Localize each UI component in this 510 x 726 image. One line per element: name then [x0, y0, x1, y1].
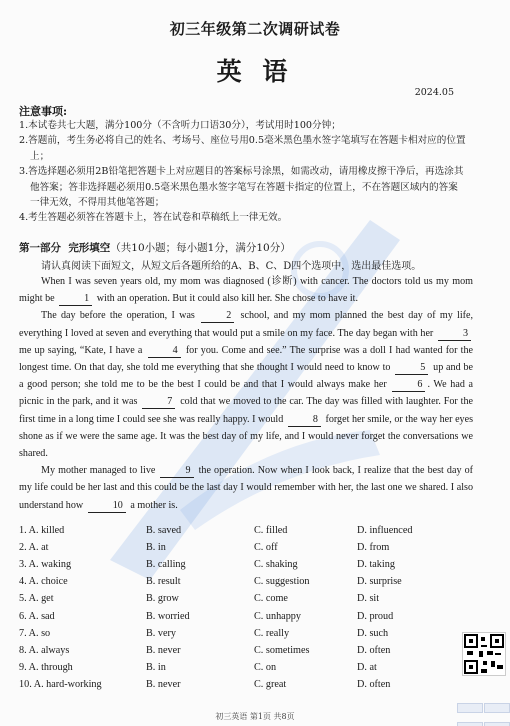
blank-6: 6 [392, 379, 425, 392]
blank-4: 4 [148, 345, 181, 358]
option-b: B. in [146, 542, 166, 554]
option-row [19, 607, 479, 624]
notice-item: 1.本试卷共七大题，满分100分（不含听力口语30分），考试用时100分钟； [19, 120, 341, 131]
option-b: B. never [146, 678, 181, 690]
passage-text: me up saying, “Kate, I have a [19, 344, 143, 356]
option-row [19, 556, 479, 573]
passage-text: When I was seven years old, my mom was diagnosed (诊断) with cancer. The doctors told us my mom might be [19, 276, 473, 305]
notice-item: 3.答选择题必须用2B铅笔把答题卡上对应题目的答案标号涂黑，如需改动，请用橡皮擦干净后，再选涂其他答案；答非选择题必须用0.5毫米黑色墨水签字笔写在答题卡指定的位置上，不在答题区域内的答案一律无效，不得用其他笔答题； [19, 166, 464, 209]
option-b: B. grow [146, 593, 179, 605]
passage-text: the operation. Now when I look back, I realize that the best day of my life could be her last and this could be the last day I would remember with her, the last one we shared. I also understand how [19, 465, 473, 511]
passage-text: My mother managed to live [41, 465, 156, 477]
option-d: D. proud [357, 610, 394, 622]
section-detail: （共10小题；每小题1分，满分10分） [110, 242, 291, 254]
section-part: 第一部分 [19, 242, 61, 254]
cloze-passage [19, 273, 473, 514]
section-name: 完形填空 [68, 242, 111, 254]
side-button[interactable] [484, 722, 510, 726]
option-c: C. really [254, 627, 290, 639]
blank-9: 9 [160, 465, 193, 478]
passage-text: for you. Come and see.” The surprise was a doll I had wanted for the longest time. On that day, she told me everything that she thought I would need to know to [19, 344, 473, 374]
option-a: 4. A. choice [19, 576, 68, 588]
notice-item: 2.答题前，考生务必将自己的姓名、考场号、座位号用0.5毫米黑色墨水签字笔填写在答题卡相对应的位置上； [19, 135, 466, 162]
option-c: C. great [254, 678, 287, 690]
option-b: B. very [146, 627, 176, 639]
option-b: B. in [146, 661, 166, 673]
option-a: 10. A. hard-working [19, 678, 102, 690]
passage-text: . We had a picnic in the park, and it was [19, 379, 474, 408]
option-row [19, 590, 479, 607]
section-heading [19, 240, 469, 255]
option-row [19, 573, 479, 590]
blank-10: 10 [88, 500, 126, 513]
option-a: 5. A. get [19, 593, 54, 605]
answer-options [19, 522, 479, 693]
option-c: C. off [254, 542, 278, 554]
passage-paragraph [19, 307, 473, 462]
option-c: C. filled [254, 525, 288, 537]
passage-paragraph [19, 462, 473, 514]
option-c: C. sometimes [254, 644, 310, 656]
passage-text: with an operation. But it could also kill her. She chose to have it. [96, 293, 358, 305]
option-row [19, 539, 479, 556]
option-b: B. saved [146, 525, 182, 537]
passage-text: school, and my mom planned the best day of my life, everything I loved at seven and everything that would put a smile on my face. The day began with her [19, 310, 474, 339]
passage-text: a mother is. [130, 499, 178, 511]
option-d: D. often [357, 678, 391, 690]
option-row [19, 659, 479, 676]
option-c: C. shaking [254, 559, 298, 571]
option-d: D. such [357, 627, 389, 639]
option-d: D. surprise [357, 576, 402, 588]
option-a: 1. A. killed [19, 525, 65, 537]
option-row [19, 522, 479, 539]
option-c: C. suggestion [254, 576, 310, 588]
option-d: D. from [357, 542, 390, 554]
option-b: B. result [146, 576, 181, 588]
blank-5: 5 [395, 362, 428, 375]
option-row [19, 676, 479, 693]
option-c: C. on [254, 661, 277, 673]
blank-1: 1 [59, 293, 92, 306]
option-a: 2. A. at [19, 542, 49, 554]
side-button[interactable] [457, 722, 483, 726]
option-c: C. unhappy [254, 610, 301, 622]
exam-date: 2024.05 [414, 87, 454, 98]
option-c: C. come [254, 593, 288, 605]
option-b: B. calling [146, 559, 186, 571]
blank-3: 3 [438, 328, 471, 341]
option-row [19, 625, 479, 642]
page-footer: 初三英语 第1页 共8页 [215, 712, 295, 721]
qr-code-graphic [463, 633, 505, 675]
passage-paragraph [19, 273, 473, 307]
section-instruction: 请认真阅读下面短文，从短文后各题所给的A、B、C、D四个选项中，选出最佳选项。 [41, 261, 422, 272]
passage-text: up and be a good person; she told me to be the best I could be and that I would always make her [19, 362, 473, 391]
passage-text: cold that we moved to the car. The day was filled with laughter. For the first time in a long time I could see she was really happy. I would [19, 396, 473, 425]
option-a: 6. A. sad [19, 610, 55, 622]
option-d: D. influenced [357, 525, 413, 537]
option-a: 8. A. always [19, 644, 70, 656]
option-d: D. sit [357, 593, 380, 605]
notice-list [19, 118, 467, 226]
option-a: 3. A. waking [19, 559, 72, 571]
subject-title: 英 语 [216, 57, 294, 86]
passage-text: The day before the operation, I was [41, 310, 195, 322]
option-d: D. at [357, 661, 377, 673]
qr-code [462, 632, 506, 676]
blank-7: 7 [142, 396, 175, 409]
option-b: B. worried [146, 610, 190, 622]
option-d: D. often [357, 644, 391, 656]
option-b: B. never [146, 644, 181, 656]
option-d: D. taking [357, 559, 395, 571]
option-a: 7. A. so [19, 627, 51, 639]
blank-2: 2 [201, 310, 234, 323]
exam-title: 初三年级第二次调研试卷 [169, 20, 341, 38]
notice-item: 4.考生答题必须答在答题卡上，答在试卷和草稿纸上一律无效。 [19, 212, 288, 224]
option-a: 9. A. through [19, 661, 73, 673]
passage-text: forget her smile, or the way her eyes shone as if we were the same age. It was the best day of my life, and I would never forget the conversations we shared. [19, 413, 474, 460]
option-row [19, 642, 479, 659]
notice-heading: 注意事项: [19, 105, 68, 118]
blank-8: 8 [288, 414, 321, 427]
